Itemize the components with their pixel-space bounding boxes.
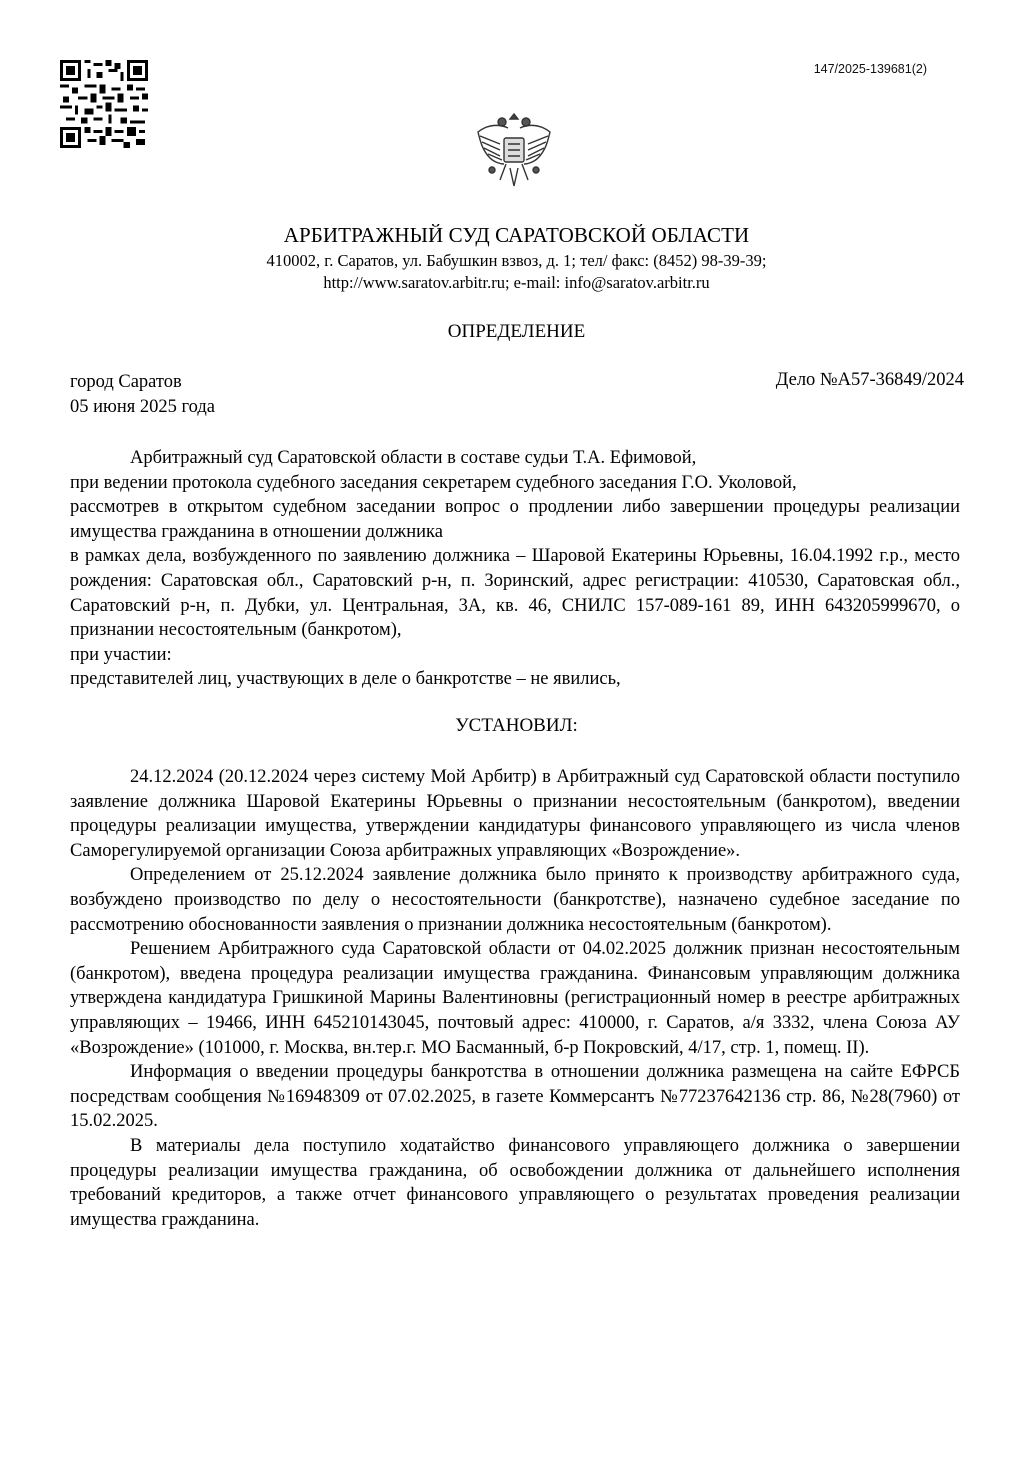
intro-line: рассмотрев в открытом судебном заседании вопрос о продлении либо завершении процедуры реализации имущества гражданина в отношении должника	[70, 497, 960, 542]
paragraph: В материалы дела поступило ходатайство финансового управляющего должника о завершении процедуры реализации имущества гражданина, об освобождении должника от дальнейшего исполнения требований кредиторов, а также отчет финансового управляющего о результатах проведения реализации имущества гражданина.	[70, 1135, 960, 1230]
case-number: Дело №А57-36849/2024	[775, 370, 964, 390]
intro-line: в рамках дела, возбужденного по заявлению должника – Шаровой Екатерины Юрьевны, 16.04.1992 г.р., место рождения: Саратовская обл., Саратовский р-н, п. Зоринский, адрес регистрации: 410530, Саратовская обл., Саратовский р-н, п. Дубки, ул. Центральная, 3А, кв. 46, СНИЛС 157-089-161 89, ИНН 643205999670, о признании несостоятельным (банкротом),	[70, 546, 960, 641]
qr-code-icon	[60, 60, 148, 148]
paragraph: 24.12.2024 (20.12.2024 через систему Мой Арбитр) в Арбитражный суд Саратовской области поступило заявление должника Шаровой Екатерины Юрьевны о признании несостоятельным (банкротом), введении процедуры реализации имущества, утверждении кандидатуры финансового управляющего из числа членов Саморегулируемой организации Союза арбитражных управляющих «Возрождение».	[70, 767, 960, 861]
document-type-title: ОПРЕДЕЛЕНИЕ	[447, 321, 586, 342]
court-address: 410002, г. Саратов, ул. Бабушкин взвоз, д. 1; тел/ факс: (8452) 98-39-39;	[266, 251, 767, 270]
court-contacts: http://www.saratov.arbitr.ru; e-mail: info@saratov.arbitr.ru	[323, 273, 710, 292]
document-id: 147/2025-139681(2)	[813, 62, 927, 76]
intro-line: при ведении протокола судебного заседания секретарем судебного заседания Г.О. Уколовой,	[70, 472, 797, 493]
paragraph: Информация о введении процедуры банкротства в отношении должника размещена на сайте ЕФРСБ посредствам сообщения №16948309 от 07.02.2025, в газете Коммерсантъ №77237642136 стр. 86, №28(7960) от 15.02.2025.	[70, 1062, 960, 1132]
paragraph: Решением Арбитражного суда Саратовской области от 04.02.2025 должник признан несостоятельным (банкротом), введена процедура реализации имущества гражданина. Финансовым управляющим должника утверждена кандидатура Гришкиной Марины Валентиновны (регистрационный номер в реестре арбитражных управляющих – 19466, ИНН 645210143045, почтовый адрес: 410000, г. Саратов, а/я 3332, члена Союза АУ «Возрождение» (101000, г. Москва, вн.тер.г. МО Басманный, б-р Покровский, 4/17, стр. 1, помещ. II).	[70, 939, 960, 1058]
intro-line: при участии:	[70, 644, 172, 665]
paragraph: Определением от 25.12.2024 заявление должника было принято к производству арбитражного суда, возбуждено производство по делу о несостоятельности (банкротстве), назначено судебное заседание по рассмотрению обоснованности заявления о признании должника несостоятельным (банкротом).	[70, 865, 960, 935]
section-heading: УСТАНОВИЛ:	[455, 715, 578, 736]
city: город Саратов	[70, 372, 182, 392]
intro-line: Арбитражный суд Саратовской области в составе судьи Т.А. Ефимовой,	[130, 448, 697, 468]
coat-of-arms-icon	[470, 110, 558, 192]
place-and-date	[70, 370, 215, 420]
intro-block	[70, 446, 960, 692]
court-name: АРБИТРАЖНЫЙ СУД САРАТОВСКОЙ ОБЛАСТИ	[283, 223, 750, 247]
findings-block	[70, 765, 960, 1232]
date: 05 июня 2025 года	[70, 397, 215, 417]
intro-line: представителей лиц, участвующих в деле о банкротстве – не явились,	[70, 669, 621, 690]
